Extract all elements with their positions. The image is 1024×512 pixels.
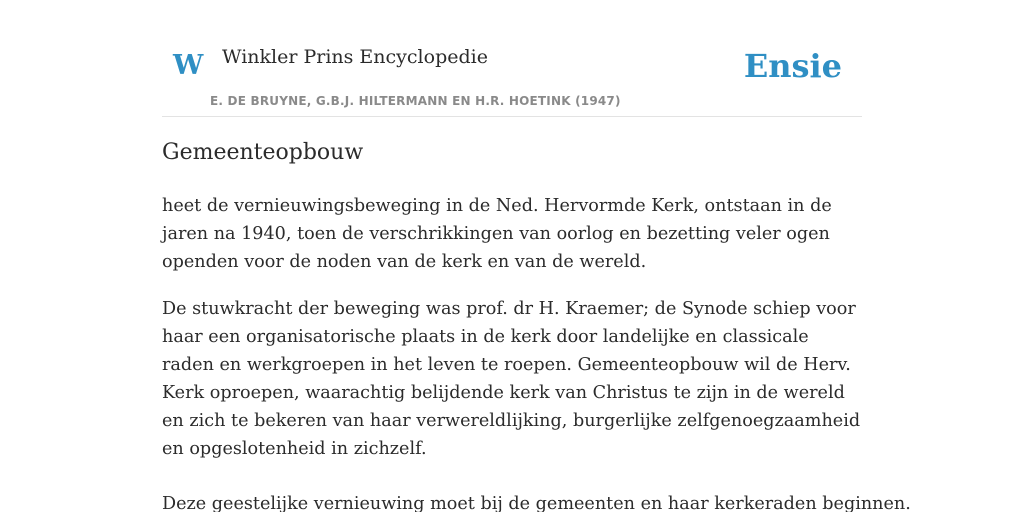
site-subtitle: E. DE BRUYNE, G.B.J. HILTERMANN EN H.R. HOETINK (1947) (210, 94, 621, 108)
article-paragraph: Deze geestelijke vernieuwing moet bij de gemeenten en haar kerkeraden beginnen. (162, 494, 911, 512)
page-container (162, 0, 911, 512)
site-title[interactable]: Winkler Prins Encyclopedie (222, 46, 488, 68)
brand-logo[interactable]: Ensie (743, 47, 842, 85)
site-header (162, 0, 862, 117)
article-paragraph: heet de vernieuwingsbeweging in de Ned. Hervormde Kerk, ontstaan in de jaren na 1940, toen de verschrikkingen van oorlog en bezetting veler ogen openden voor de noden van de kerk en van de wereld. (162, 196, 832, 272)
entry-title: Gemeenteopbouw (162, 140, 364, 165)
site-logo[interactable]: W (173, 50, 204, 81)
article-paragraph: De stuwkracht der beweging was prof. dr H. Kraemer; de Synode schiep voor haar een organisatorische plaats in de kerk door landelijke en classicale raden en werkgroepen in het leven te roepen. Gemeenteopbouw wil de Herv. Kerk oproepen, waarachtig belijdende kerk van Christus te zijn in de wereld en zich te bekeren van haar verwereldlijking, burgerlijke zelfgenoegzaamheid en opgeslotenheid in zichzelf. (162, 299, 861, 459)
